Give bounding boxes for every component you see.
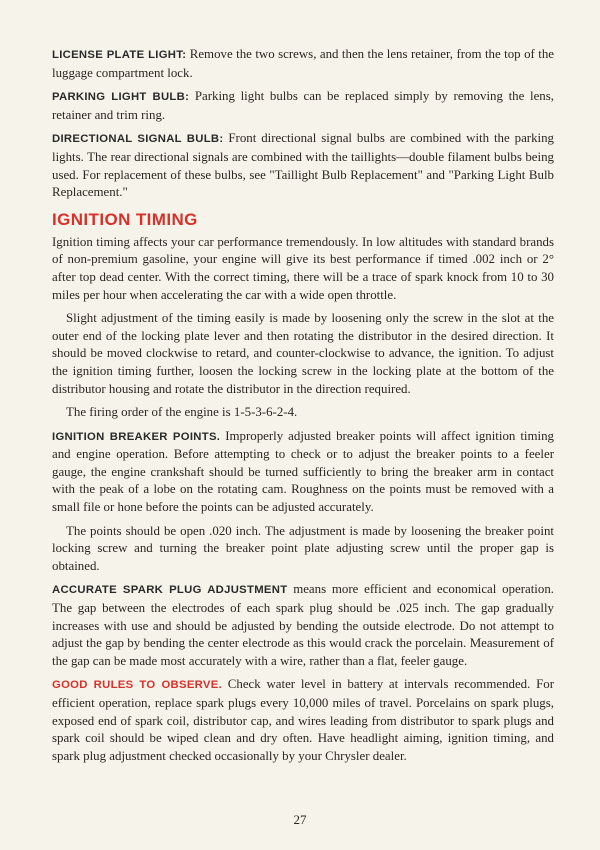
breaker-points-paragraph (52, 428, 554, 517)
good-rules-heading: GOOD RULES TO OBSERVE. (52, 679, 223, 692)
license-plate-light-heading: LICENSE PLATE LIGHT: (52, 49, 187, 61)
spark-plug-heading: ACCURATE SPARK PLUG ADJUSTMENT (52, 584, 288, 597)
parking-light-bulb-paragraph (52, 88, 554, 124)
directional-signal-bulb-paragraph (52, 130, 554, 201)
good-rules-paragraph (52, 676, 554, 765)
license-plate-light-text: Remove the two screws, and then the lens retainer, from the top of the luggage compartment lock. (52, 47, 555, 80)
page-number: 27 (293, 812, 307, 827)
breaker-points-text: Improperly adjusted breaker points will affect ignition timing and engine operation. Before attempting to check or to adjust the breaker points to a feeler gauge, the engine crankshaft should be turned sufficiently to bring the breaker arm in contact with the peak of a lobe on the rotating cam. Roughness on the points must be removed with a small file or hone before the points can be adjusted accurately. (52, 428, 554, 515)
license-plate-light-paragraph (52, 46, 554, 82)
spark-plug-text: means more efficient and economical operation. The gap between the electrodes of each spark plug should be .025 inch. The gap gradually increases with use and should be adjusted by bending the outside electrode. Do not attempt to adjust the gap by bending the center electrode as this would crack the porcelain. Measurement of the gap can be made most accurately with a wire, rather than a flat, feeler gauge. (52, 582, 554, 668)
timing-paragraph-1: Ignition timing affects your car performance tremendously. In low altitudes with standard brands of non-premium gasoline, your engine will give its best performance if timed .002 inch or 2° after top dead center. With the correct timing, there will be a trace of spark knock from 10 to 30 miles per hour when accelerating the car with a wide open throttle. (52, 234, 554, 302)
directional-signal-bulb-heading: DIRECTIONAL SIGNAL BULB: (52, 133, 224, 146)
breaker-points-paragraph-2: The points should be open .020 inch. The adjustment is made by loosening the breaker point locking screw and turning the breaker point plate adjusting screw until the proper gap is obtained. (52, 523, 554, 573)
directional-signal-bulb-text: Front directional signal bulbs are combined with the parking lights. The rear directional signals are combined with the taillights—double filament bulbs being used. For replacement of these bulbs, see "Taillight Bulb Replacement" and "Parking Light Bulb Replacement." (52, 131, 554, 200)
timing-paragraph-2: Slight adjustment of the timing easily is made by loosening only the screw in the slot at the outer end of the locking plate lever and then rotating the distributor in the desired direction. It should be moved clockwise to retard, and counter-clockwise to advance, the ignition. To adjust the ignition timing further, loosen the locking screw in the locking plate at the bottom of the distributor housing and rotate the distributor in the direction required. (52, 311, 554, 396)
breaker-points-heading: IGNITION BREAKER POINTS. (52, 430, 221, 443)
good-rules-text: Check water level in battery at intervals recommended. For efficient operation, replace spark plugs every 10,000 miles of travel. Porcelains on spark plugs, exposed end of spark coil, distributor cap, and wires leading from distributor to spark plugs and spark coil should be wiped clean and dry often. Have headlight aiming, ignition timing, and spark plug adjustment checked occasionally by your Chrysler dealer. (52, 677, 554, 763)
firing-order-paragraph: The firing order of the engine is 1-5-3-6-2-4. (66, 405, 298, 420)
ignition-timing-title: IGNITION TIMING (52, 209, 198, 229)
parking-light-bulb-text: Parking light bulbs can be replaced simply by removing the lens, retainer and trim ring. (52, 89, 554, 122)
parking-light-bulb-heading: PARKING LIGHT BULB: (52, 91, 190, 104)
spark-plug-paragraph (52, 581, 554, 670)
